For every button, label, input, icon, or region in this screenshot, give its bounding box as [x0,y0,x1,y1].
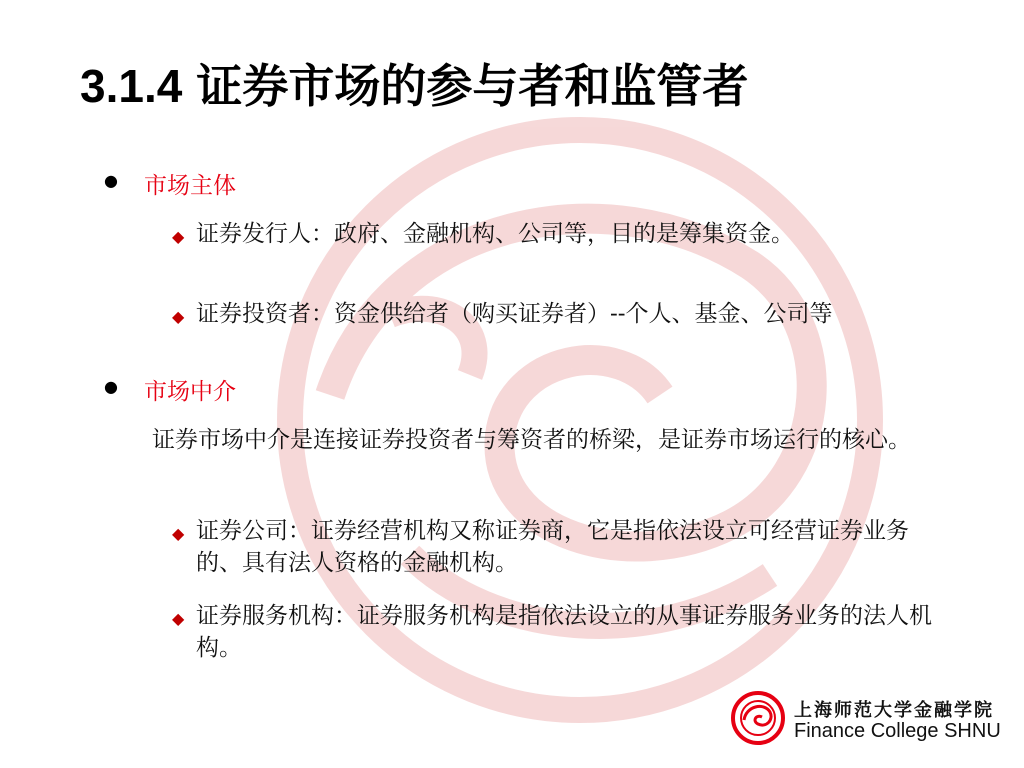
bullet-dot-icon: ● [104,377,118,396]
logo-name-cn: 上海师范大学金融学院 [794,700,994,721]
list-item-text: 证券公司：证券经营机构又称证券商，它是指依法设立可经营证券业务的、具有法人资格的金融机构。 [196,518,909,576]
logo-name-en: Finance College SHNU [794,720,1001,742]
college-logo [730,690,1010,750]
list-item-text: 证券投资者：资金供给者（购买证券者）--个人、基金、公司等 [196,301,833,327]
slide-title-text: 证券市场的参与者和监管者 [196,60,749,112]
list-item [172,515,952,579]
section-paragraph: 证券市场中介是连接证券投资者与筹资者的桥梁，是证券市场运行的核心。 [152,427,911,453]
diamond-bullet-icon: ◆ [172,609,185,628]
list-item-text: 证券服务机构：证券服务机构是指依法设立的从事证券服务业务的法人机构。 [196,603,932,661]
section-label: 市场中介 [144,379,236,405]
list-item-text: 证券发行人：政府、金融机构、公司等，目的是筹集资金。 [196,221,794,247]
section-label: 市场主体 [144,173,236,199]
diamond-bullet-icon: ◆ [172,524,185,543]
bullet-dot-icon: ● [104,171,118,190]
diamond-bullet-icon: ◆ [172,227,185,246]
diamond-bullet-icon: ◆ [172,307,185,326]
list-item [172,600,952,664]
list-item [172,218,952,250]
list-item [172,298,952,330]
dragon-seal-icon [730,690,786,746]
slide-number: 3.1.4 [80,60,183,112]
